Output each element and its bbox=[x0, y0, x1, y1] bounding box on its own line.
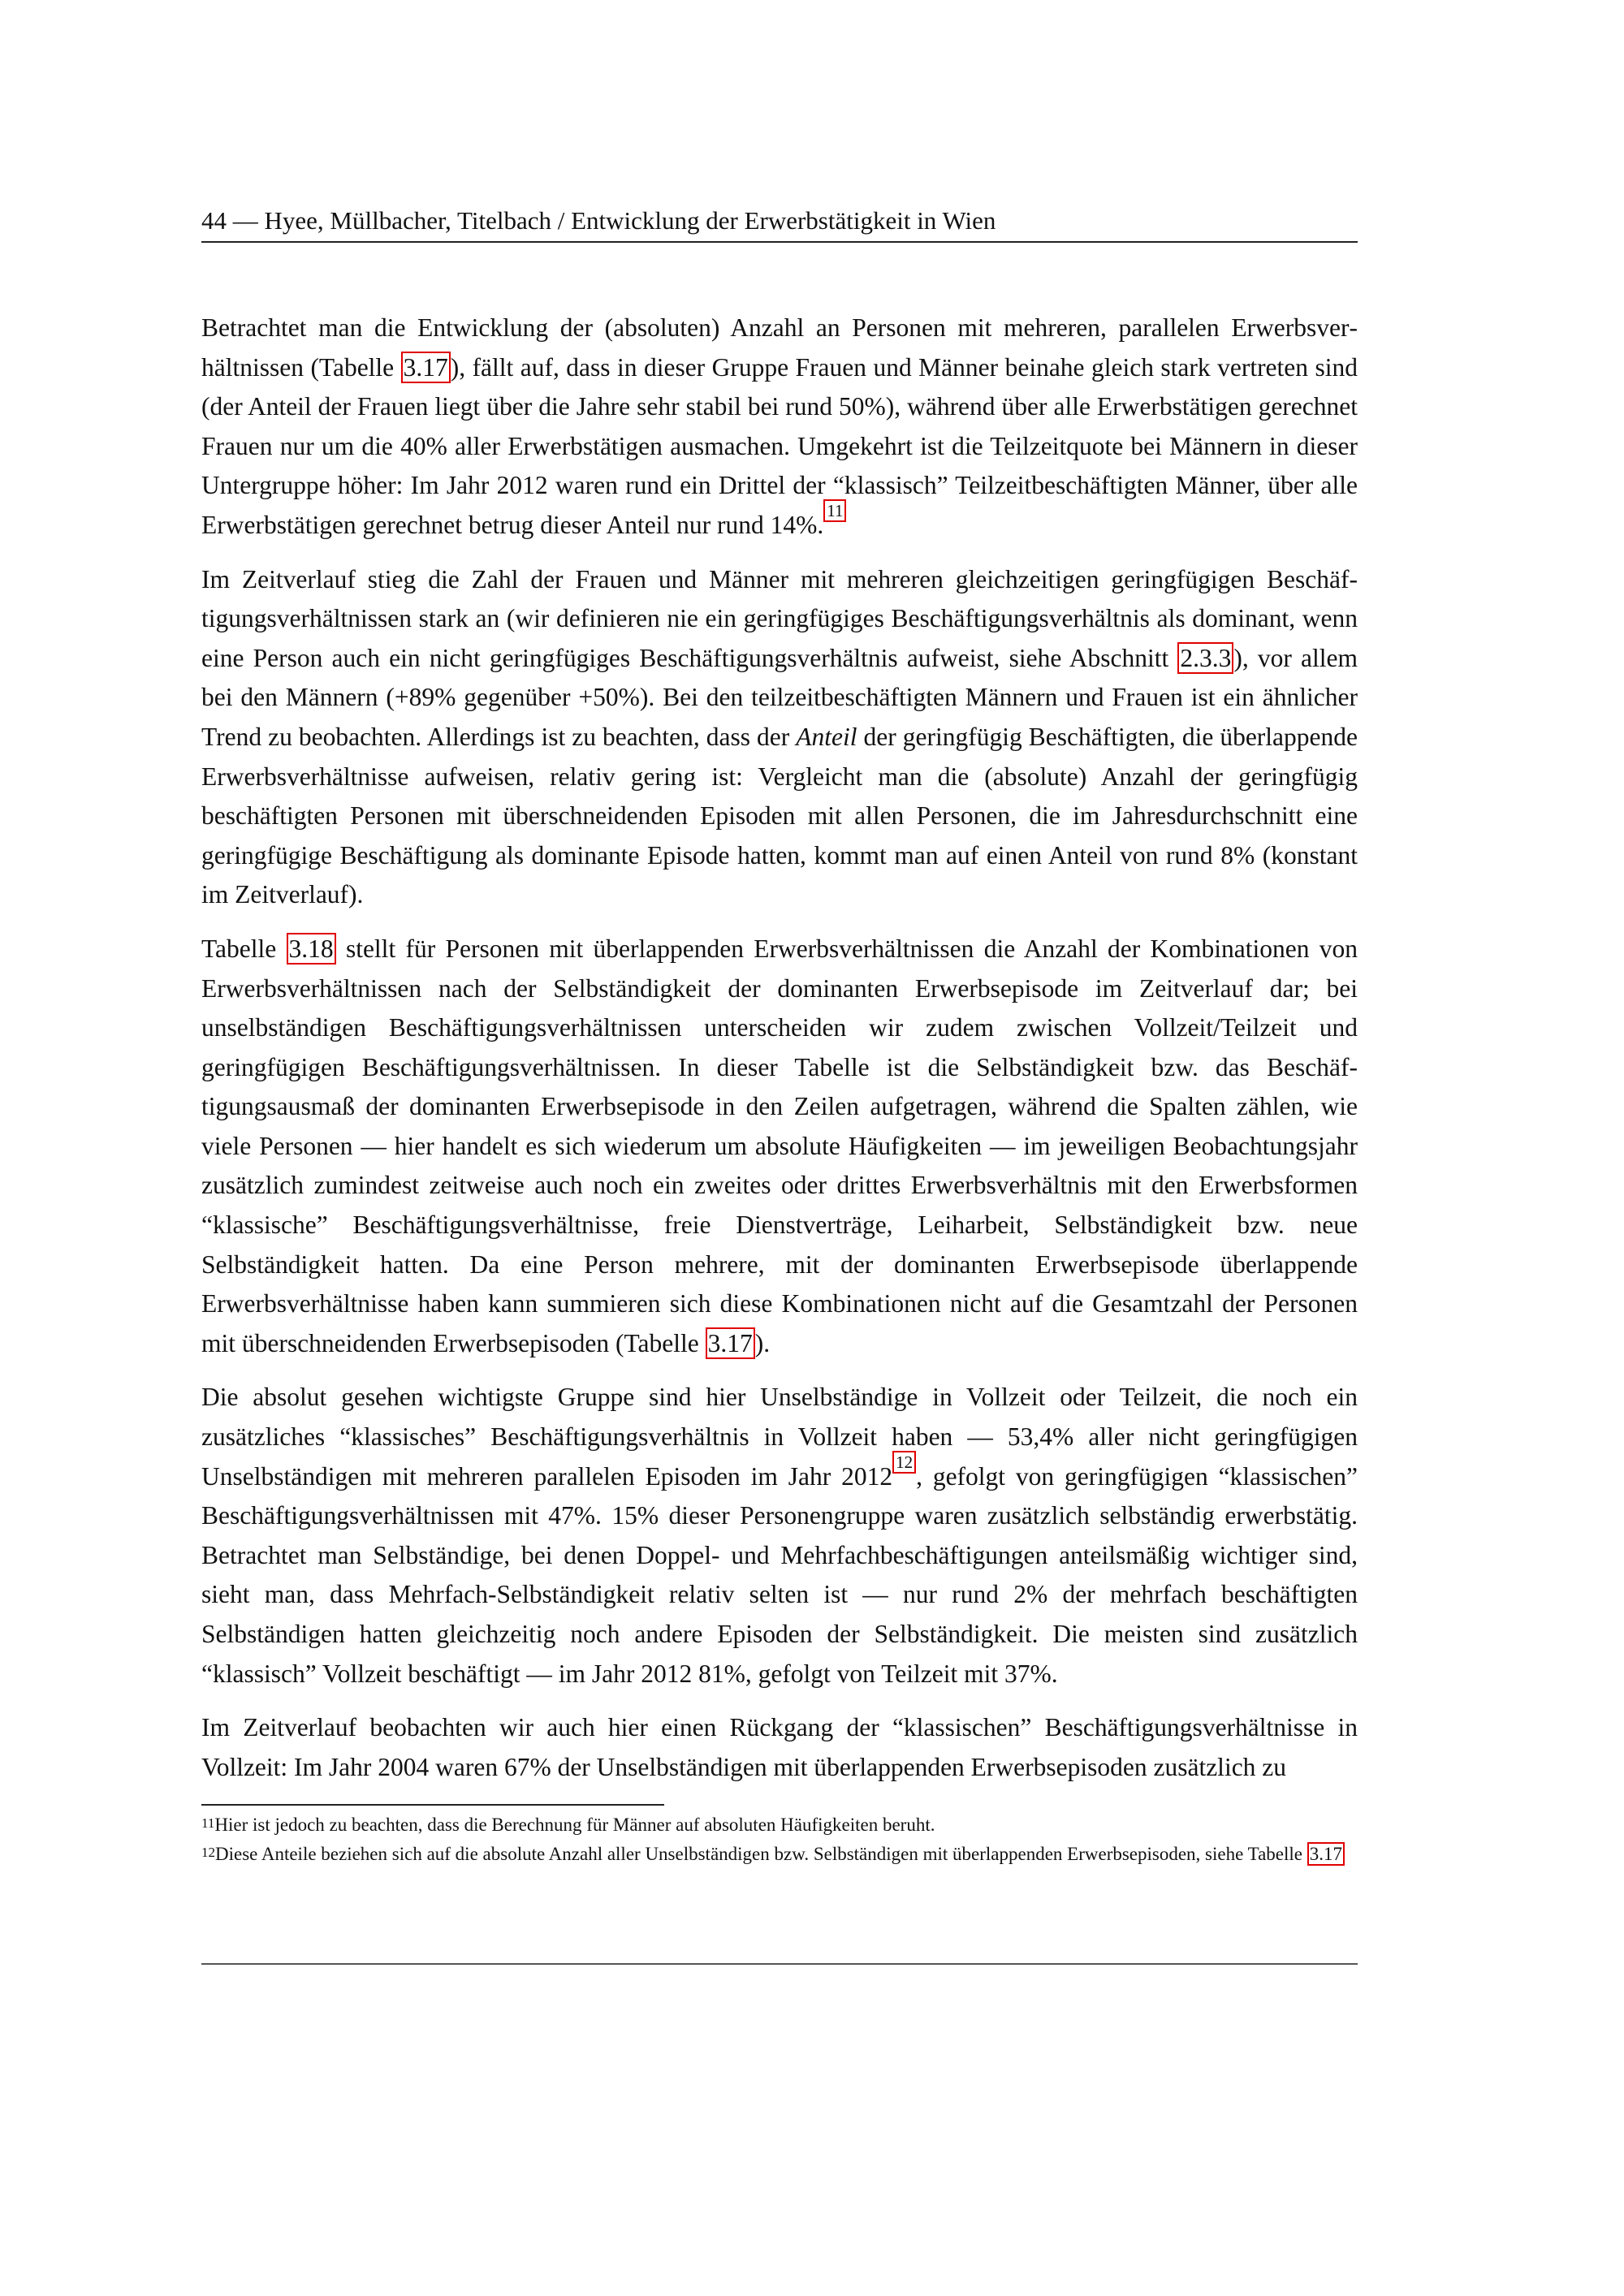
paragraph-text: ), fällt auf, dass in dieser Gruppe Frauen und Männer beinahe gleich stark vertreten sind (der Anteil der Frauen liegt über die Jahre sehr stabil bei rund 50%), während über alle Erwerbstätigen gerechnet Frauen nur um die 40% aller Erwerbstätigen ausmachen. Umgekehrt ist die Teilzeitquote bei Männern in dieser Untergruppe höher: Im Jahr 2012 waren rund ein Drittel der “klassisch” Teilzeitbeschäftigten Männer, über alle Erwerbstätigen gerechnet betrug dieser Anteil nur rund 14%. bbox=[201, 352, 1358, 539]
paragraph-3 bbox=[201, 930, 1358, 1364]
paragraph-text: Im Zeitverlauf stieg die Zahl der Frauen und Männer mit mehreren gleichzeitigen geringfügigen Beschäftigungsverhältnissen stark an (wir definieren nie ein geringfügiges Beschäftigungsverhältnis als dominant, wenn eine Person auch ein nicht geringfügiges Beschäftigungsverhältnis aufweist, siehe Abschnitt bbox=[201, 564, 1358, 672]
footnote-text: Diese Anteile beziehen sich auf die absolute Anzahl aller Unselbständigen bzw. Selbständigen mit überlappenden Erwerbsepisoden, siehe Tabelle bbox=[215, 1844, 1307, 1864]
emphasis-text: Anteil bbox=[796, 722, 857, 751]
table-ref-link[interactable]: 3.17 bbox=[401, 352, 451, 383]
paragraph-5 bbox=[201, 1708, 1358, 1787]
running-header: 44 — Hyee, Müllbacher, Titelbach / Entwicklung der Erwerbstätigkeit in Wien bbox=[201, 205, 1358, 243]
paragraph-text: Die absolut gesehen wichtigste Gruppe sind hier Unselbständige in Vollzeit oder Teilzeit, die noch ein zusätzliches “klassisches” Beschäftigungsverhältnis in Vollzeit haben — 53,4% aller nicht geringfügigen Unselbständigen mit mehreren parallelen Episoden im Jahr 2012 bbox=[201, 1383, 1358, 1491]
paragraph-2 bbox=[201, 560, 1358, 915]
footer-rule bbox=[201, 1963, 1358, 1965]
table-ref-link[interactable]: 3.17 bbox=[706, 1327, 755, 1359]
paragraph-text: Im Zeitverlauf beobachten wir auch hier einen Rückgang der “klassischen” Beschäftigungsverhältnisse in Vollzeit: Im Jahr 2004 waren 67% der Unselbständigen mit überlappenden Erwerbsepisoden zusätzlich zu bbox=[201, 1713, 1358, 1781]
footnote-11 bbox=[201, 1810, 1358, 1840]
paragraph-text: stellt für Personen mit überlappenden Erwerbsverhältnissen die Anzahl der Kombinationen von Erwerbsverhältnissen nach der Selbständigkeit der dominanten Erwerbsepisode im Zeitverlauf dar; bei unselbständigen Beschäftigungsverhältnissen unterscheiden wir zudem zwischen Vollzeit/Teilzeit und geringfügigen Beschäftigungsverhältnissen. In dieser Tabelle ist die Selbständigkeit bzw. das Beschäftigungsausmaß der dominanten Erwerbsepisode in den Zeilen aufgetragen, während die Spalten zählen, wie viele Personen — hier handelt es sich wiederum um absolute Häufigkeiten — im jeweiligen Beobachtungsjahr zusätzlich zumindest zeitweise auch noch ein zweites oder drittes Erwerbsverhältnis mit den Erwerbsformen “klassische” Beschäftigungsverhältnisse, freie Dienstverträge, Leiharbeit, Selbständigkeit bzw. neue Selbständigkeit hatten. Da eine Person mehrere, mit der dominanten Erwerbsepisode überlappende Erwerbsverhältnisse haben kann summieren sich diese Kombinationen nicht auf die Gesamtzahl der Personen mit überschneidenden Erwerbsepisoden (Tabelle bbox=[201, 934, 1358, 1357]
section-ref-link[interactable]: 2.3.3 bbox=[1177, 642, 1233, 674]
paragraph-1 bbox=[201, 309, 1358, 546]
footnote-12-link[interactable]: 12 bbox=[892, 1451, 916, 1474]
footnote-11-link[interactable]: 11 bbox=[823, 499, 846, 522]
paragraph-text: ), vor allem bei den Männern (+89% gegenüber +50%). Bei den teilzeitbeschäftigten Männern und Frauen ist ein ähnlicher Trend zu beobachten. Allerdings ist zu beachten, dass der bbox=[201, 643, 1358, 751]
footnote-text: Hier ist jedoch zu beachten, dass die Berechnung für Männer auf absoluten Häufigkeiten beruht. bbox=[214, 1815, 935, 1835]
paragraph-text: , gefolgt von geringfügigen “klassischen” Beschäftigungsverhältnissen mit 47%. 15% dieser Personengruppe waren zusätzlich selbständig erwerbstätig. Betrachtet man Selbständige, bei denen Doppel- und Mehrfachbeschäftigungen anteilsmäßig wichtiger sind, sieht man, dass Mehrfach-Selbständigkeit relativ selten ist — nur rund 2% der mehrfach beschäftigten Selbständigen hatten gleichzeitig noch andere Episoden der Selbständigkeit. Die meisten sind zusätzlich “klassisch” Vollzeit beschäftigt — im Jahr 2012 81%, gefolgt von Teilzeit mit 37%. bbox=[201, 1461, 1358, 1688]
table-ref-link[interactable]: 3.17 bbox=[1307, 1842, 1345, 1866]
footnote-number: 12 bbox=[201, 1845, 215, 1860]
footnote-rule bbox=[201, 1804, 664, 1806]
table-ref-link[interactable]: 3.18 bbox=[287, 933, 336, 965]
paragraph-text: Tabelle bbox=[201, 934, 287, 963]
footnotes bbox=[201, 1804, 1358, 1869]
paragraph-text: Betrachtet man die Entwicklung der (absoluten) Anzahl an Personen mit mehreren, parallelen Erwerbsverhältnissen (Tabelle bbox=[201, 313, 1358, 382]
paragraph-text: ). bbox=[754, 1328, 771, 1357]
paragraph-4 bbox=[201, 1378, 1358, 1694]
main-text bbox=[201, 309, 1358, 1802]
footnote-number: 11 bbox=[201, 1815, 215, 1831]
paragraph-text: der geringfügig Beschäftigten, die überlappende Erwerbsverhältnisse aufweisen, relativ gering ist: Vergleicht man die (absolute) Anzahl der geringfügig beschäftigten Personen mit überschneidenden Episoden mit allen Personen, die im Jahresdurchschnitt eine geringfügige Beschäftigung als dominante Episode hatten, kommt man auf einen Anteil von rund 8% (konstant im Zeitverlauf). bbox=[201, 722, 1358, 909]
footnote-12 bbox=[201, 1840, 1358, 1869]
